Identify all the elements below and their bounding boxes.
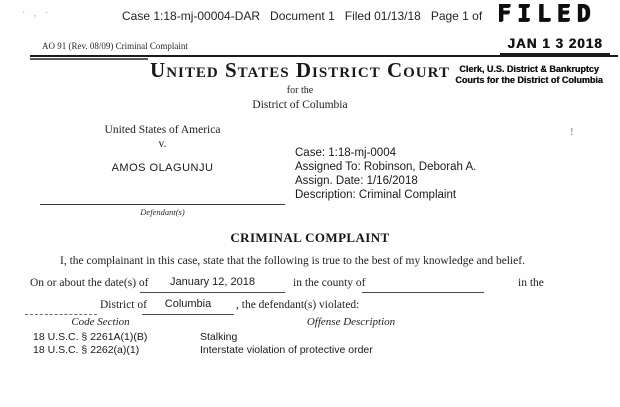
pacer-header-line: Case 1:18-mj-00004-DAR Document 1 Filed 01/13/18 Page 1 of (122, 9, 483, 23)
violation-row-offense: Interstate violation of protective order (200, 344, 373, 356)
violation-row-code: 18 U.S.C. § 2262(a)(1) (33, 344, 140, 356)
case-number-line: Case: 1:18-mj-0004 (295, 147, 396, 159)
defendant-label: Defendant(s) (140, 207, 185, 217)
clerk-stamp (440, 64, 618, 87)
district-field: Columbia (142, 298, 234, 315)
violation-row-code: 18 U.S.C. § 2261A(1)(B) (33, 331, 148, 343)
line1-suffix-label: in the (518, 277, 544, 289)
assigned-to-line: Assigned To: Robinson, Deborah A. (295, 161, 477, 173)
form-id-label: AO 91 (Rev. 08/09) Criminal Complaint (42, 41, 188, 51)
district-prefix-blank-field (25, 298, 97, 315)
district-heading: District of Columbia (252, 99, 348, 111)
party-column (40, 124, 285, 174)
assign-date-line: Assign. Date: 1/16/2018 (295, 175, 418, 187)
court-title: United States District Court (150, 58, 450, 82)
horizontal-rule (30, 55, 618, 57)
date-field: January 12, 2018 (140, 276, 285, 293)
clerk-stamp-line1: Clerk, U.S. District & Bankruptcy (459, 64, 599, 74)
case-assignment-block (295, 146, 476, 202)
filed-stamp: FILED (497, 1, 597, 27)
description-line: Description: Criminal Complaint (295, 189, 457, 201)
date-prefix-label: On or about the date(s) of (30, 277, 149, 289)
line2-suffix-label: , the defendant(s) violated: (236, 299, 360, 311)
defendant-signature-line (40, 204, 285, 205)
county-label: in the county of (293, 277, 366, 289)
violation-row-offense: Stalking (200, 331, 238, 343)
offense-description-header: Offense Description (306, 316, 396, 328)
plaintiff-name: United States of America (104, 124, 221, 136)
filed-date-stamp: JAN 1 3 2018 (500, 36, 610, 55)
complainant-statement: I, the complainant in this case, state that the following is true to the best of my knowledge and belief. (60, 255, 525, 267)
complaint-title: CRIMINAL COMPLAINT (230, 230, 390, 245)
county-field (362, 276, 484, 293)
code-section-header: Code Section (71, 316, 130, 328)
scan-artifact-top-left: · , · (22, 8, 52, 19)
versus-label: v. (158, 138, 167, 150)
defendant-name: AMOS OLAGUNJU (111, 162, 214, 174)
clerk-stamp-line2: Courts for the District of Columbia (455, 75, 603, 86)
district-label: District of (100, 299, 147, 311)
scan-artifact-right: ! (570, 126, 574, 138)
court-subtitle: for the (286, 85, 314, 96)
